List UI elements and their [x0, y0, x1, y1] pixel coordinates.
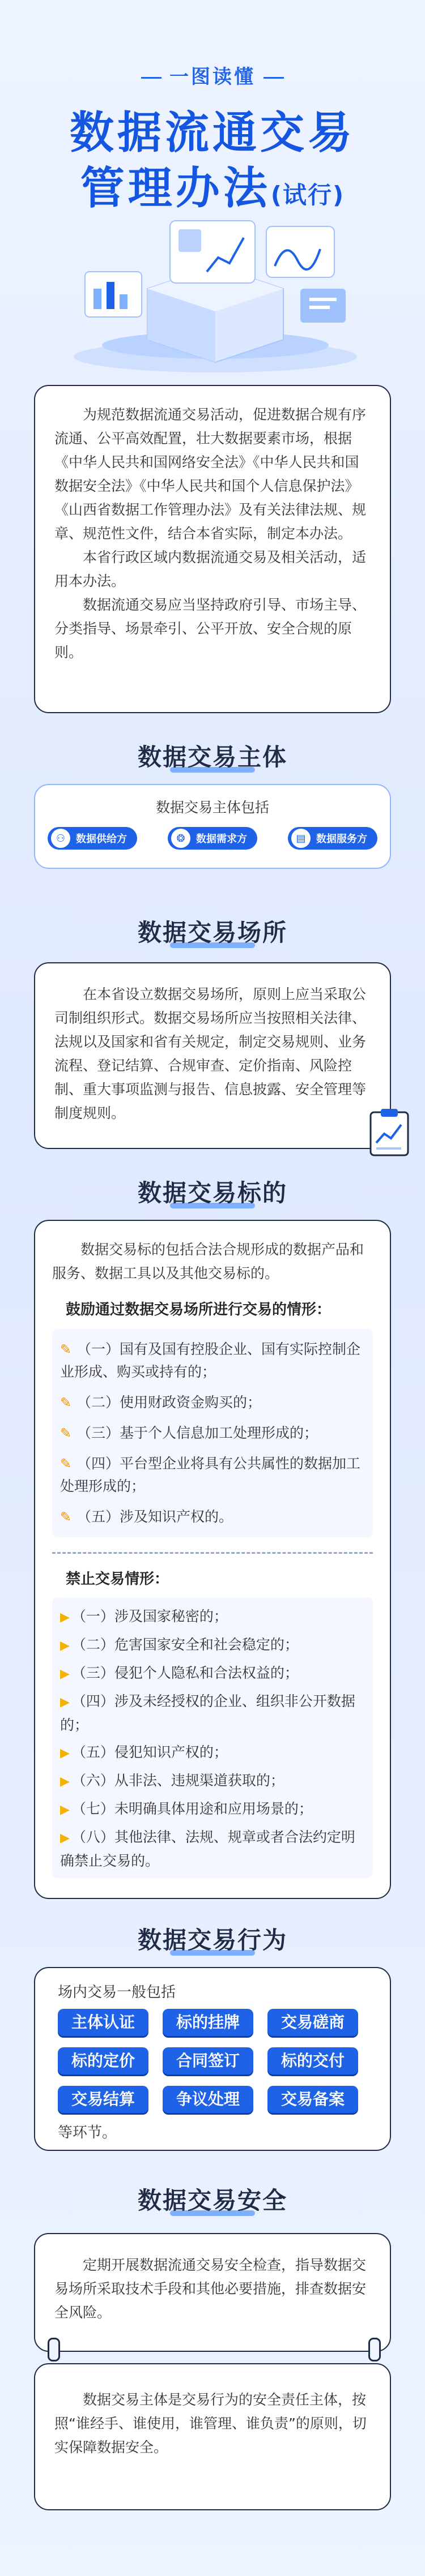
subject-caption: 数据交易主体包括	[155, 799, 269, 816]
prohibit-item: ▶ （八）其他法律、法规、规章或者合法约定明确禁止交易的。	[60, 1829, 355, 1869]
section-title-subject	[0, 739, 425, 773]
security-card-1	[34, 2233, 391, 2352]
section-title-target	[0, 1175, 425, 1208]
encourage-item: ✎ （四）平台型企业将具有公共属性的数据加工处理形成的；	[60, 1452, 365, 1498]
binder-ring-left	[48, 2338, 60, 2361]
header-kicker: 一图读懂	[0, 61, 425, 89]
subject-item-service: ▤ 数据服务方	[288, 827, 377, 850]
security-paragraph-1: 定期开展数据流通交易安全检查，指导数据交易场所采取技术手段和其他必要措施，排查数据安全风险。	[54, 2257, 367, 2321]
tag-filing: 交易备案	[267, 2086, 358, 2113]
encourage-title: 鼓励通过数据交易场所进行交易的情形：	[66, 1301, 332, 1318]
pencil-icon: ✎	[60, 1341, 72, 1357]
tag-negotiation: 交易磋商	[267, 2009, 358, 2036]
person-icon: ⚇	[51, 829, 70, 848]
section-title-venue-text: 数据交易场所	[137, 919, 287, 946]
triangle-bullet-icon: ▶	[60, 1775, 70, 1789]
prohibit-list	[52, 1597, 373, 1878]
dashed-divider	[52, 1552, 373, 1554]
pencil-icon: ✎	[60, 1456, 72, 1472]
pencil-icon: ✎	[60, 1395, 72, 1411]
prohibit-item: ▶ （六）从非法、违规渠道获取的；	[60, 1772, 284, 1789]
pencil-icon: ✎	[60, 1425, 72, 1441]
page-title-suffix: (试行)	[270, 181, 345, 209]
encourage-item: ✎ （五）涉及知识产权的。	[60, 1506, 365, 1528]
behavior-footer: 等环节。	[58, 2124, 117, 2141]
prohibit-item: ▶ （一）涉及国家秘密的；	[60, 1608, 228, 1625]
page-title-main: 管理办法	[80, 163, 271, 214]
hero-illustration	[62, 204, 368, 374]
security-card-2	[34, 2363, 391, 2510]
tag-subject-auth: 主体认证	[58, 2009, 148, 2036]
tag-pricing: 标的定价	[58, 2047, 148, 2074]
tag-listing: 标的挂牌	[163, 2009, 253, 2036]
binder-ring-right	[368, 2338, 381, 2361]
subject-item-demander: ❂ 数据需求方	[168, 827, 257, 850]
behavior-caption: 场内交易一般包括	[58, 1984, 176, 2001]
prohibit-item: ▶ （四）涉及未经授权的企业、组织非公开数据的；	[60, 1693, 355, 1733]
security-paragraph-2: 数据交易主体是交易行为的安全责任主体，按照“谁经手、谁使用，谁管理、谁负责”的原则，切实保障数据安全。	[54, 2391, 367, 2455]
tag-settlement: 交易结算	[58, 2086, 148, 2113]
triangle-bullet-icon: ▶	[60, 1803, 70, 1817]
tag-dispute: 争议处理	[163, 2086, 253, 2113]
prohibit-item: ▶ （五）侵犯知识产权的；	[60, 1744, 228, 1760]
triangle-bullet-icon: ▶	[60, 1639, 70, 1653]
target-card	[34, 1220, 391, 1899]
prohibit-title: 禁止交易情形：	[66, 1571, 169, 1588]
intro-card	[34, 385, 391, 713]
subject-item-supplier: ⚇ 数据供给方	[48, 827, 137, 850]
handshake-icon: ❂	[171, 829, 190, 848]
encourage-item: ✎ （一）国有及国有控股企业、国有实际控制企业形成、购买或持有的；	[60, 1338, 365, 1383]
subject-card	[34, 784, 391, 869]
section-title-security	[0, 2182, 425, 2216]
page-title-line1: 数据流通交易	[69, 108, 355, 158]
pencil-icon: ✎	[60, 1509, 72, 1525]
behavior-card	[34, 1967, 391, 2151]
triangle-bullet-icon: ▶	[60, 1831, 70, 1845]
encourage-item: ✎ （二）使用财政资金购买的；	[60, 1391, 365, 1414]
prohibit-item: ▶ （二）危害国家安全和社会稳定的；	[60, 1636, 299, 1653]
triangle-bullet-icon: ▶	[60, 1695, 70, 1709]
target-intro: 数据交易标的包括合法合规形成的数据产品和服务、数据工具以及其他交易标的。	[52, 1241, 364, 1281]
intro-paragraph-3: 数据流通交易应当坚持政府引导、市场主导、分类指导、场景牵引、公平开放、安全合规的原则。	[54, 597, 367, 661]
section-title-target-text: 数据交易标的	[137, 1179, 287, 1207]
tag-contract: 合同签订	[163, 2047, 253, 2074]
clipboard-icon	[367, 1107, 413, 1158]
intro-paragraph-1: 为规范数据流通交易活动，促进数据合规有序流通、公平高效配置，壮大数据要素市场，根据《中华人民共和国网络安全法》《中华人民共和国数据安全法》《中华人民共和国个人信息保护法》《山西省数据工作管理办法》及有关法律法规、规章、规范性文件，结合本省实际，制定本办法。	[54, 406, 367, 542]
prohibit-item: ▶ （七）未明确具体用途和应用场景的；	[60, 1801, 313, 1817]
triangle-bullet-icon: ▶	[60, 1610, 70, 1625]
triangle-bullet-icon: ▶	[60, 1746, 70, 1760]
section-title-behavior-text: 数据交易行为	[137, 1926, 287, 1954]
prohibit-item: ▶ （三）侵犯个人隐私和合法权益的；	[60, 1665, 299, 1681]
section-title-venue	[0, 914, 425, 948]
intro-paragraph-2: 本省行政区域内数据流通交易及相关活动，适用本办法。	[54, 549, 367, 589]
venue-paragraph: 在本省设立数据交易场所，原则上应当采取公司制组织形式。数据交易场所应当按照相关法律、法规以及国家和省有关规定，制定交易规则、业务流程、登记结算、合规审查、定价指南、风险控制、重大事项监测与报告、信息披露、安全管理等制度规则。	[54, 986, 367, 1121]
encourage-list	[52, 1329, 373, 1537]
venue-card	[34, 962, 391, 1149]
server-icon: ▤	[291, 829, 311, 848]
encourage-item: ✎ （三）基于个人信息加工处理形成的；	[60, 1422, 365, 1445]
section-title-subject-text: 数据交易主体	[137, 743, 287, 771]
triangle-bullet-icon: ▶	[60, 1667, 70, 1681]
tag-delivery: 标的交付	[267, 2047, 358, 2074]
section-title-security-text: 数据交易安全	[137, 2187, 287, 2214]
section-title-behavior	[0, 1922, 425, 1956]
